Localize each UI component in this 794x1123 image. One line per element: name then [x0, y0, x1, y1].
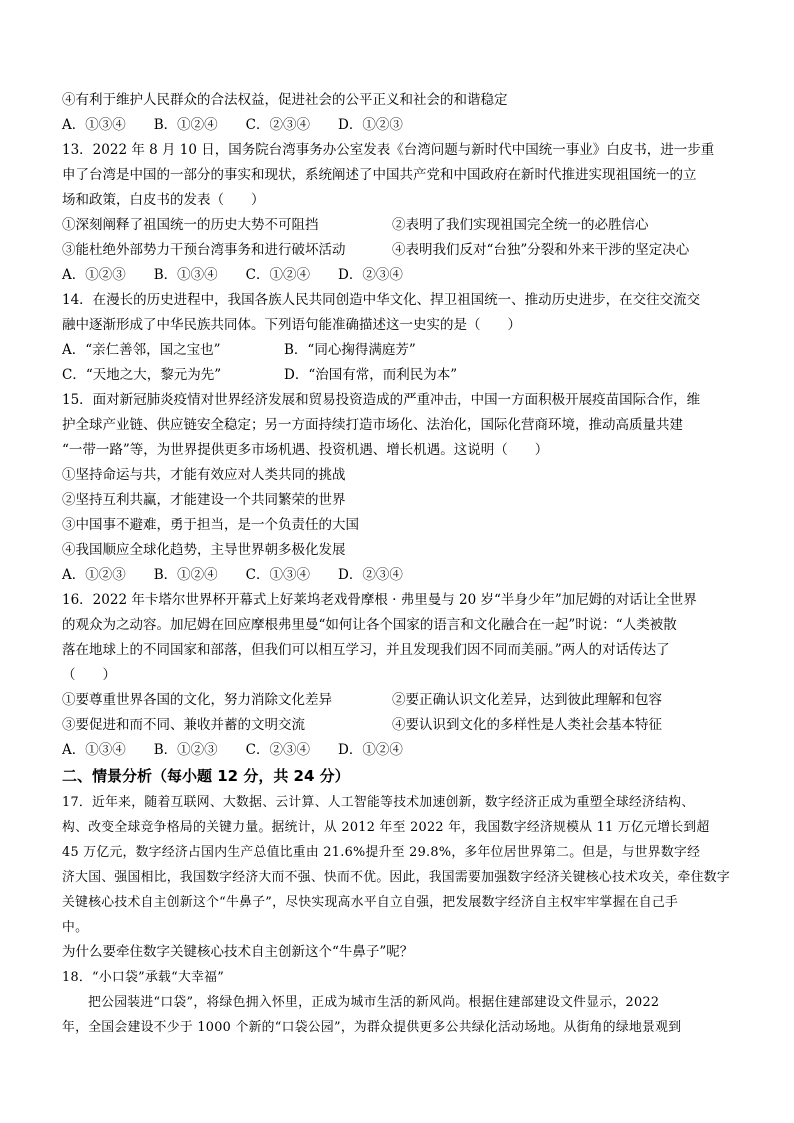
q15-options [62, 563, 742, 588]
option-d: D．①②④ [338, 742, 403, 758]
q13-stem-line: 13．2022 年 8 月 10 日，国务院台湾事务办公室发表《台湾问题与新时代中国统一事业》白皮书，进一步重 [62, 142, 715, 158]
q16-stem-line: 的观众为之动容。加尼姆在回应摩根弗里曼“如何让各个国家的语言和文化融合在一起”时说：“人类被散 [62, 617, 677, 633]
q17-question: 为什么要牵住数字关键核心技术自主创新这个“牛鼻子”呢？ [62, 944, 414, 960]
option-b: B．“同心掬得满庭芳” [284, 342, 416, 358]
option-b: B．①②④ [153, 567, 218, 583]
q16-item-3: ③要促进和而不同、兼收并蓄的文明交流 [62, 717, 305, 733]
q18-stem-line: 把公园装进“口袋”，将绿色拥入怀里，正成为城市生活的新风尚。根据住建部建设文件显示，2022 [88, 995, 660, 1010]
q16-stem-line: 落在地球上的不同国家和部落，但我们可以相互学习，并且发现我们因不同而美丽。”两人的对话传达了 [62, 642, 670, 658]
q16-stem-line: 16．2022 年卡塔尔世界杯开幕式上好莱坞老戏骨摩根 · 弗里曼与 20 岁“半身少年”加尼姆的对话让全世界 [62, 592, 697, 608]
q18-stem-line: 年，全国会建设不少于 1000 个新的“口袋公园”，为群众提供更多公共绿化活动场地。从街角的绿地景观到 [62, 1020, 682, 1035]
q16-item-2: ②要正确认识文化差异，达到彼此理解和包容 [392, 692, 662, 708]
q13-items-row [62, 238, 742, 263]
q17-stem-line: 17．近年来，随着互联网、大数据、云计算、人工智能等技术加速创新，数字经济正成为重塑全球经济结构、 [62, 795, 695, 810]
q16-stem-line: （ ） [62, 667, 116, 683]
option-d: D．①②③ [338, 117, 403, 133]
section-heading: 二、情景分析（每小题 12 分，共 24 分） [62, 767, 350, 785]
q14-stem-line: 融中逐渐形成了中华民族共同体。下列语句能准确描述这一史实的是（ ） [62, 317, 521, 333]
q16-options [62, 738, 742, 763]
q12-item-4: ④有利于维护人民群众的合法权益，促进社会的公平正义和社会的和谐稳定 [62, 92, 508, 108]
option-c: C．“天地之大，黎元为先” [62, 367, 222, 383]
q17-stem-line: 45 万亿元，数字经济占国内生产总值比重由 21.6%提升至 29.8%，多年位居世界第二。但是，与世界数字经 [62, 845, 701, 860]
q15-stem-line: 15．面对新冠肺炎疫情对世界经济发展和贸易投资造成的严重冲击，中国一方面积极开展疫苗国际合作，维 [62, 392, 701, 408]
q17-stem-line: 中。 [62, 920, 89, 935]
q15-item-2: ②坚持互利共赢，才能建设一个共同繁荣的世界 [62, 492, 346, 508]
option-a: A．①③④ [62, 117, 126, 133]
option-c: C．①②④ [245, 267, 311, 283]
q12-options [62, 113, 742, 138]
q15-stem-line: 护全球产业链、供应链安全稳定；另一方面持续打造市场化、法治化，国际化营商环境，推动高质量共建 [62, 417, 683, 433]
q14-options-row [62, 338, 742, 363]
option-a: A．①②③ [62, 267, 126, 283]
q15-item-4: ④我国顺应全球化趋势，主导世界朝多极化发展 [62, 542, 346, 558]
q14-options-row [62, 363, 742, 388]
option-a: A．①③④ [62, 742, 126, 758]
option-d: D．“治国有常，而利民为本” [284, 367, 458, 383]
q15-stem-line: “一带一路”等，为世界提供更多市场机遇、投资机遇、增长机遇。这说明（ ） [62, 442, 549, 458]
q13-item-4: ④表明我们反对“台独”分裂和外来干涉的坚定决心 [392, 242, 690, 258]
q18-title: 18．“小口袋”承载“大幸福” [62, 970, 225, 985]
q13-item-2: ②表明了我们实现祖国完全统一的必胜信心 [392, 217, 649, 233]
q16-item-1: ①要尊重世界各国的文化，努力消除文化差异 [62, 692, 332, 708]
q13-item-3: ③能杜绝外部势力干预台湾事务和进行破坏活动 [62, 242, 346, 258]
q16-items-row [62, 688, 742, 713]
q17-stem-line: 构、改变全球竞争格局的关键力量。据统计，从 2012 年至 2022 年，我国数字经济规模从 11 万亿元增长到超 [62, 820, 710, 835]
option-d: D．②③④ [338, 267, 403, 283]
option-c: C．②③④ [245, 117, 311, 133]
option-c: C．①③④ [245, 567, 311, 583]
option-d: D．②③④ [338, 567, 403, 583]
q15-item-3: ③中国事不避难，勇于担当，是一个负责任的大国 [62, 517, 359, 533]
q14-stem-line: 14．在漫长的历史进程中，我国各族人民共同创造中华文化、捍卫祖国统一、推动历史进步，在交往交流交 [62, 292, 701, 308]
q13-stem-line: 申了台湾是中国的一部分的事实和现状，系统阐述了中国共产党和中国政府在新时代推进实现祖国统一的立 [62, 167, 697, 183]
option-b: B．①②③ [153, 742, 218, 758]
option-a: A．①②③ [62, 567, 126, 583]
option-b: B．①②④ [153, 117, 218, 133]
q16-item-4: ④要认识到文化的多样性是人类社会基本特征 [392, 717, 662, 733]
q13-items-row [62, 213, 742, 238]
q15-item-1: ①坚持命运与共，才能有效应对人类共同的挑战 [62, 467, 346, 483]
option-a: A．“亲仁善邻，国之宝也” [62, 342, 221, 358]
q13-stem-line: 场和政策，白皮书的发表（ ） [62, 192, 265, 208]
q13-item-1: ①深刻阐释了祖国统一的历史大势不可阻挡 [62, 217, 319, 233]
q17-stem-line: 关键核心技术自主创新这个“牛鼻子”，尽快实现高水平自立自强，把发展数字经济自主权牢牢掌握在自己手 [62, 895, 679, 910]
exam-page [62, 88, 742, 1040]
option-b: B．①③④ [153, 267, 218, 283]
q13-options [62, 263, 742, 288]
q17-stem-line: 济大国、强国相比，我国数字经济大而不强、快而不优。因此，我国需要加强数字经济关键核心技术攻关，牵住数字 [62, 870, 730, 885]
option-c: C．②③④ [245, 742, 311, 758]
q16-items-row [62, 713, 742, 738]
